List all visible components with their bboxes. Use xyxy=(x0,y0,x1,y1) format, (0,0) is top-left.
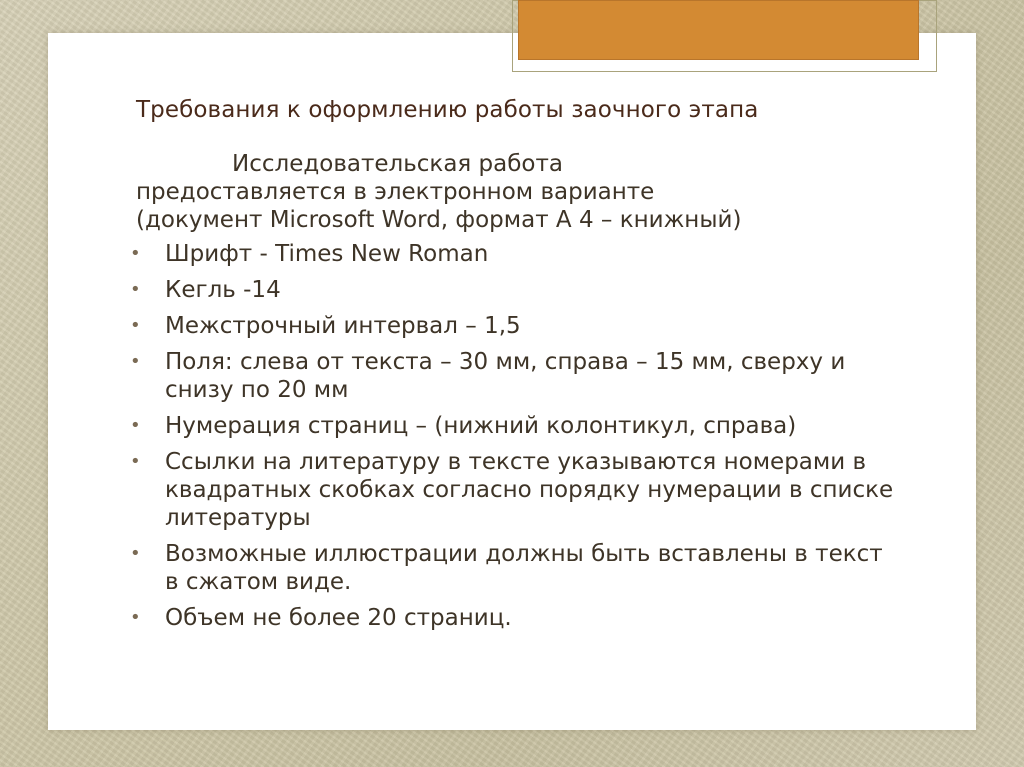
intro-line-2: предоставляется в электронном варианте xyxy=(136,179,655,205)
list-item-text: Ссылки на литературу в тексте указываются номерами в квадратных скобках согласно порядку нумерации в списке литературы xyxy=(165,449,894,531)
bullet-dot-icon: • xyxy=(130,243,141,264)
list-item xyxy=(130,312,896,340)
bullet-dot-icon: • xyxy=(130,451,141,472)
list-item xyxy=(130,540,896,596)
bullet-dot-icon: • xyxy=(130,351,141,372)
intro-paragraph xyxy=(136,150,896,234)
list-item-text: Поля: слева от текста – 30 мм, справа – 15 мм, сверху и снизу по 20 мм xyxy=(165,349,846,403)
accent-box xyxy=(518,0,919,60)
bullet-dot-icon: • xyxy=(130,543,141,564)
intro-line-1: Исследовательская работа xyxy=(232,151,563,177)
list-item xyxy=(130,448,896,532)
list-item-text: Возможные иллюстрации должны быть вставлены в текст в сжатом виде. xyxy=(165,541,883,595)
list-item xyxy=(130,412,896,440)
bullet-dot-icon: • xyxy=(130,607,141,628)
list-item xyxy=(130,604,896,632)
list-item-text: Кегль -14 xyxy=(165,277,281,303)
bullet-dot-icon: • xyxy=(130,315,141,336)
slide-title: Требования к оформлению работы заочного этапа xyxy=(136,97,759,123)
requirements-list xyxy=(130,240,896,632)
list-item xyxy=(130,348,896,404)
list-item xyxy=(130,276,896,304)
list-item-text: Нумерация страниц – (нижний колонтикул, справа) xyxy=(165,413,797,439)
bullet-dot-icon: • xyxy=(130,279,141,300)
list-item-text: Объем не более 20 страниц. xyxy=(165,605,512,631)
list-item-text: Шрифт - Times New Roman xyxy=(165,241,489,267)
list-item xyxy=(130,240,896,268)
list-item-text: Межстрочный интервал – 1,5 xyxy=(165,313,521,339)
slide-content xyxy=(130,150,896,640)
intro-line-3: (документ Microsoft Word, формат А 4 – книжный) xyxy=(136,207,742,233)
bullet-dot-icon: • xyxy=(130,415,141,436)
